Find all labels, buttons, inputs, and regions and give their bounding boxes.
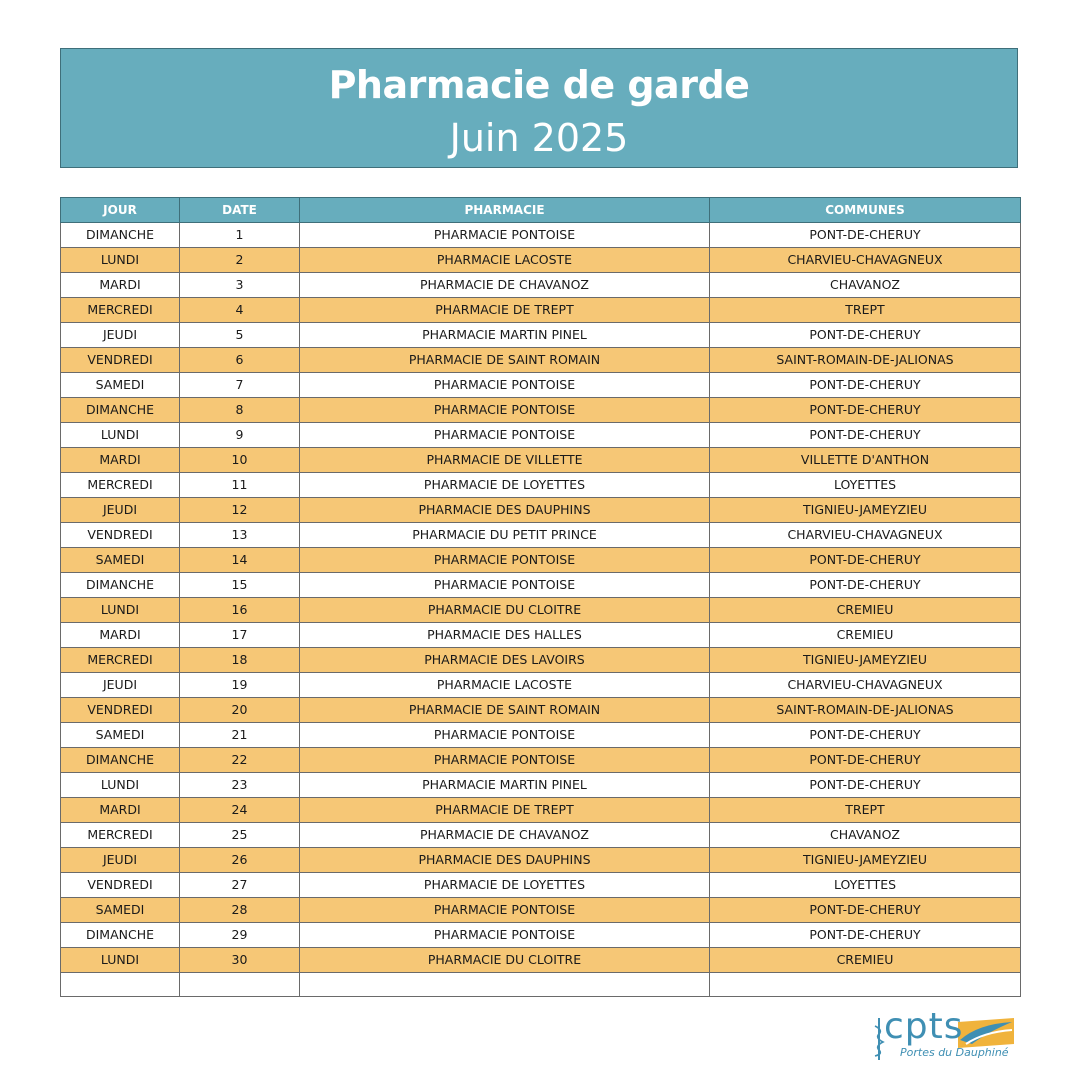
date-cell: 21 <box>180 723 300 748</box>
table-row <box>61 898 1021 923</box>
date-cell: 28 <box>180 898 300 923</box>
commune-cell: PONT-DE-CHERUY <box>710 323 1021 348</box>
date-cell: 18 <box>180 648 300 673</box>
jour-cell: LUNDI <box>61 423 180 448</box>
commune-cell: PONT-DE-CHERUY <box>710 373 1021 398</box>
logo-wordmark: cpts <box>884 1006 964 1047</box>
jour-cell: JEUDI <box>61 323 180 348</box>
table-row <box>61 248 1021 273</box>
pharmacie-cell: PHARMACIE PONTOISE <box>300 573 710 598</box>
jour-cell: MERCREDI <box>61 473 180 498</box>
table-row <box>61 548 1021 573</box>
pharmacie-cell: PHARMACIE DES DAUPHINS <box>300 498 710 523</box>
commune-cell: SAINT-ROMAIN-DE-JALIONAS <box>710 348 1021 373</box>
commune-cell: PONT-DE-CHERUY <box>710 423 1021 448</box>
commune-cell: TIGNIEU-JAMEYZIEU <box>710 498 1021 523</box>
cpts-logo <box>872 1006 1022 1064</box>
jour-cell: VENDREDI <box>61 348 180 373</box>
date-cell: 11 <box>180 473 300 498</box>
table-row <box>61 823 1021 848</box>
table-row <box>61 298 1021 323</box>
jour-cell: MERCREDI <box>61 648 180 673</box>
pharmacie-cell: PHARMACIE DE TREPT <box>300 798 710 823</box>
jour-cell: MARDI <box>61 273 180 298</box>
table-row <box>61 498 1021 523</box>
commune-cell: TREPT <box>710 798 1021 823</box>
column-header-pharmacie: PHARMACIE <box>300 198 710 223</box>
date-cell: 29 <box>180 923 300 948</box>
pharmacie-cell: PHARMACIE PONTOISE <box>300 923 710 948</box>
jour-cell: SAMEDI <box>61 898 180 923</box>
table-row <box>61 673 1021 698</box>
jour-cell: JEUDI <box>61 848 180 873</box>
column-header-date: DATE <box>180 198 300 223</box>
commune-cell: LOYETTES <box>710 873 1021 898</box>
date-cell: 2 <box>180 248 300 273</box>
table-row <box>61 748 1021 773</box>
pharmacie-cell: PHARMACIE DE SAINT ROMAIN <box>300 348 710 373</box>
table-row <box>61 398 1021 423</box>
jour-cell: JEUDI <box>61 498 180 523</box>
pharmacie-cell: PHARMACIE MARTIN PINEL <box>300 773 710 798</box>
table-row <box>61 698 1021 723</box>
jour-cell: SAMEDI <box>61 373 180 398</box>
page-header <box>60 48 1018 168</box>
pharmacie-cell: PHARMACIE DE SAINT ROMAIN <box>300 698 710 723</box>
jour-cell: VENDREDI <box>61 873 180 898</box>
pharmacie-cell: PHARMACIE PONTOISE <box>300 723 710 748</box>
date-cell: 5 <box>180 323 300 348</box>
column-header-communes: COMMUNES <box>710 198 1021 223</box>
date-cell: 22 <box>180 748 300 773</box>
table-row <box>61 423 1021 448</box>
jour-cell: VENDREDI <box>61 523 180 548</box>
commune-cell: SAINT-ROMAIN-DE-JALIONAS <box>710 698 1021 723</box>
commune-cell: PONT-DE-CHERUY <box>710 573 1021 598</box>
table-row <box>61 448 1021 473</box>
pharmacie-cell: PHARMACIE PONTOISE <box>300 398 710 423</box>
date-cell: 16 <box>180 598 300 623</box>
pharmacie-cell: PHARMACIE PONTOISE <box>300 748 710 773</box>
table-row <box>61 598 1021 623</box>
pharmacie-cell: PHARMACIE DE LOYETTES <box>300 473 710 498</box>
commune-cell: PONT-DE-CHERUY <box>710 923 1021 948</box>
column-header-jour: JOUR <box>61 198 180 223</box>
commune-cell: CHAVANOZ <box>710 823 1021 848</box>
pharmacie-cell: PHARMACIE DES HALLES <box>300 623 710 648</box>
logo-subtitle: Portes du Dauphiné <box>900 1046 1009 1059</box>
date-cell: 17 <box>180 623 300 648</box>
pharmacie-cell: PHARMACIE DE CHAVANOZ <box>300 273 710 298</box>
table-row <box>61 323 1021 348</box>
date-cell: 3 <box>180 273 300 298</box>
date-cell: 1 <box>180 223 300 248</box>
commune-cell: CHAVANOZ <box>710 273 1021 298</box>
jour-cell: VENDREDI <box>61 698 180 723</box>
pharmacie-cell: PHARMACIE MARTIN PINEL <box>300 323 710 348</box>
date-cell: 10 <box>180 448 300 473</box>
table-row <box>61 773 1021 798</box>
date-cell: 26 <box>180 848 300 873</box>
table-row <box>61 648 1021 673</box>
table-row <box>61 273 1021 298</box>
commune-cell: CREMIEU <box>710 623 1021 648</box>
schedule-table <box>60 197 1021 997</box>
pharmacie-cell: PHARMACIE DU CLOITRE <box>300 598 710 623</box>
date-cell: 12 <box>180 498 300 523</box>
date-cell: 23 <box>180 773 300 798</box>
commune-cell: CREMIEU <box>710 598 1021 623</box>
commune-cell: CHARVIEU-CHAVAGNEUX <box>710 673 1021 698</box>
empty-cell <box>61 973 180 997</box>
jour-cell: DIMANCHE <box>61 398 180 423</box>
table-row-empty <box>61 973 1021 997</box>
pharmacie-cell: PHARMACIE DU PETIT PRINCE <box>300 523 710 548</box>
commune-cell: PONT-DE-CHERUY <box>710 723 1021 748</box>
empty-cell <box>180 973 300 997</box>
date-cell: 25 <box>180 823 300 848</box>
table-row <box>61 873 1021 898</box>
table-body <box>61 223 1021 997</box>
table-row <box>61 573 1021 598</box>
pharmacie-cell: PHARMACIE PONTOISE <box>300 223 710 248</box>
commune-cell: TIGNIEU-JAMEYZIEU <box>710 648 1021 673</box>
commune-cell: TIGNIEU-JAMEYZIEU <box>710 848 1021 873</box>
table-header-row <box>61 198 1021 223</box>
date-cell: 8 <box>180 398 300 423</box>
jour-cell: MERCREDI <box>61 823 180 848</box>
commune-cell: TREPT <box>710 298 1021 323</box>
commune-cell: PONT-DE-CHERUY <box>710 548 1021 573</box>
jour-cell: MARDI <box>61 623 180 648</box>
jour-cell: MERCREDI <box>61 298 180 323</box>
date-cell: 27 <box>180 873 300 898</box>
jour-cell: MARDI <box>61 798 180 823</box>
table-row <box>61 723 1021 748</box>
commune-cell: CREMIEU <box>710 948 1021 973</box>
jour-cell: MARDI <box>61 448 180 473</box>
jour-cell: LUNDI <box>61 773 180 798</box>
date-cell: 20 <box>180 698 300 723</box>
table-row <box>61 373 1021 398</box>
table-row <box>61 848 1021 873</box>
pharmacie-cell: PHARMACIE PONTOISE <box>300 548 710 573</box>
jour-cell: DIMANCHE <box>61 923 180 948</box>
commune-cell: CHARVIEU-CHAVAGNEUX <box>710 523 1021 548</box>
commune-cell: LOYETTES <box>710 473 1021 498</box>
jour-cell: LUNDI <box>61 598 180 623</box>
jour-cell: SAMEDI <box>61 548 180 573</box>
date-cell: 13 <box>180 523 300 548</box>
pharmacie-cell: PHARMACIE PONTOISE <box>300 373 710 398</box>
page-title: Pharmacie de garde <box>328 63 750 107</box>
date-cell: 6 <box>180 348 300 373</box>
pharmacie-cell: PHARMACIE DE VILLETTE <box>300 448 710 473</box>
pharmacie-cell: PHARMACIE LACOSTE <box>300 673 710 698</box>
date-cell: 7 <box>180 373 300 398</box>
jour-cell: LUNDI <box>61 248 180 273</box>
page-subtitle: Juin 2025 <box>449 116 629 160</box>
pharmacie-cell: PHARMACIE PONTOISE <box>300 898 710 923</box>
empty-cell <box>710 973 1021 997</box>
pharmacie-cell: PHARMACIE PONTOISE <box>300 423 710 448</box>
table-row <box>61 623 1021 648</box>
jour-cell: SAMEDI <box>61 723 180 748</box>
empty-cell <box>300 973 710 997</box>
pharmacie-cell: PHARMACIE DE TREPT <box>300 298 710 323</box>
date-cell: 24 <box>180 798 300 823</box>
pharmacie-cell: PHARMACIE DES LAVOIRS <box>300 648 710 673</box>
commune-cell: PONT-DE-CHERUY <box>710 748 1021 773</box>
table-row <box>61 473 1021 498</box>
commune-cell: PONT-DE-CHERUY <box>710 223 1021 248</box>
date-cell: 14 <box>180 548 300 573</box>
wave-icon <box>958 1018 1014 1048</box>
pharmacie-cell: PHARMACIE DU CLOITRE <box>300 948 710 973</box>
commune-cell: PONT-DE-CHERUY <box>710 398 1021 423</box>
date-cell: 30 <box>180 948 300 973</box>
commune-cell: CHARVIEU-CHAVAGNEUX <box>710 248 1021 273</box>
table-row <box>61 948 1021 973</box>
jour-cell: DIMANCHE <box>61 223 180 248</box>
pharmacie-cell: PHARMACIE DES DAUPHINS <box>300 848 710 873</box>
table-row <box>61 798 1021 823</box>
pharmacie-cell: PHARMACIE LACOSTE <box>300 248 710 273</box>
commune-cell: PONT-DE-CHERUY <box>710 898 1021 923</box>
jour-cell: JEUDI <box>61 673 180 698</box>
date-cell: 9 <box>180 423 300 448</box>
jour-cell: DIMANCHE <box>61 748 180 773</box>
table-row <box>61 923 1021 948</box>
date-cell: 15 <box>180 573 300 598</box>
table-row <box>61 523 1021 548</box>
pharmacie-cell: PHARMACIE DE LOYETTES <box>300 873 710 898</box>
pharmacie-cell: PHARMACIE DE CHAVANOZ <box>300 823 710 848</box>
date-cell: 4 <box>180 298 300 323</box>
date-cell: 19 <box>180 673 300 698</box>
table-row <box>61 348 1021 373</box>
commune-cell: PONT-DE-CHERUY <box>710 773 1021 798</box>
jour-cell: DIMANCHE <box>61 573 180 598</box>
commune-cell: VILLETTE D'ANTHON <box>710 448 1021 473</box>
jour-cell: LUNDI <box>61 948 180 973</box>
table-row <box>61 223 1021 248</box>
